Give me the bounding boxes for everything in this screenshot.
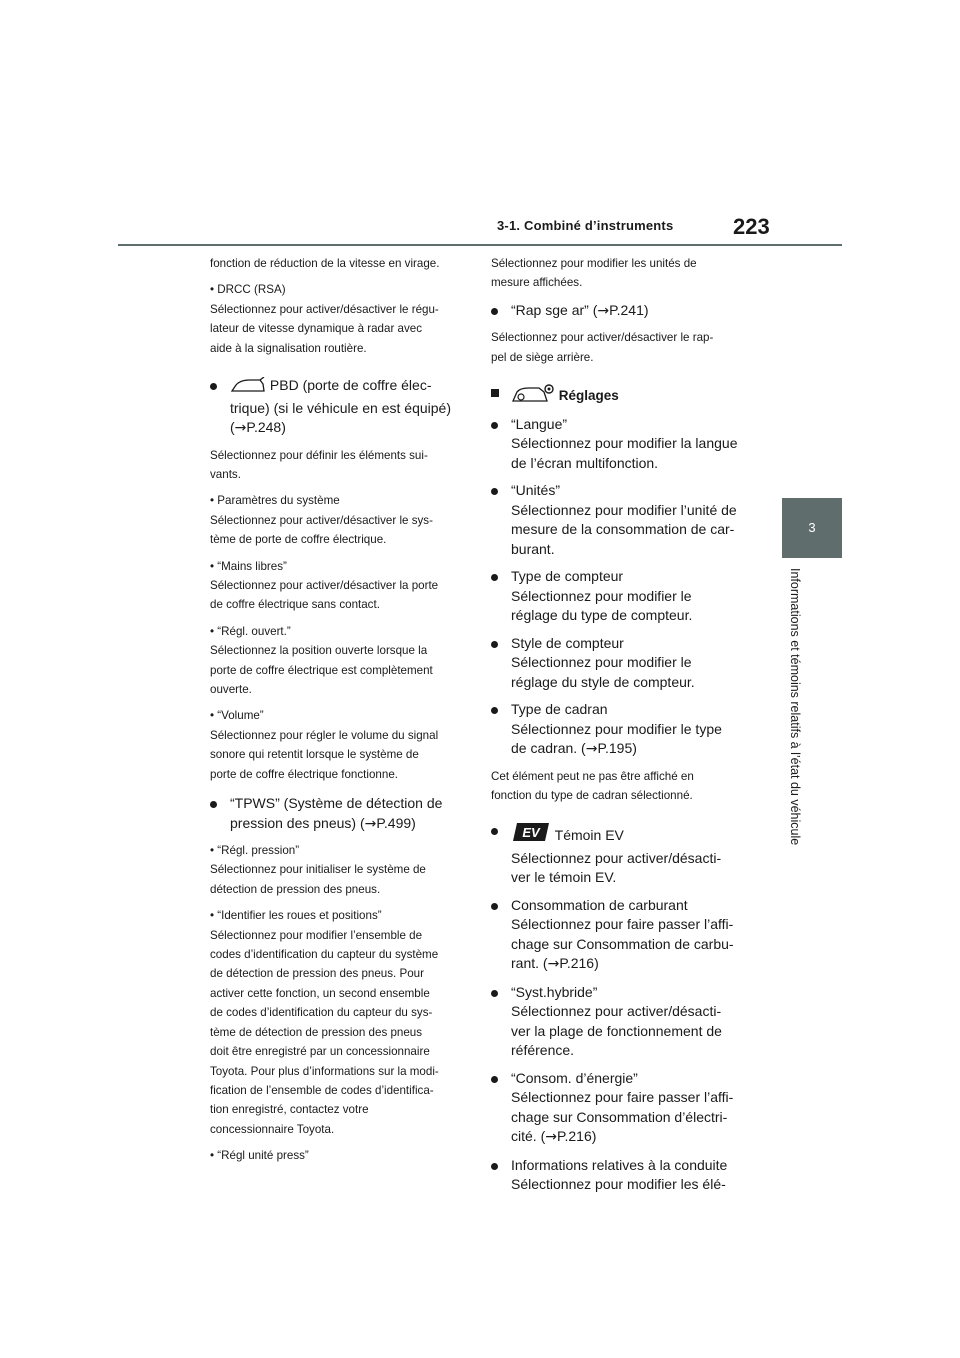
bullet-dot	[210, 801, 217, 808]
paragraph: Sélectionnez pour régler le volume du signal	[210, 728, 439, 742]
paragraph: Sélectionnez pour modifier les unités de	[491, 257, 697, 270]
paragraph: Sélectionnez pour activer/désactiver le sys-	[210, 513, 433, 527]
paragraph: Toyota. Pour plus d’informations sur la modi-	[210, 1064, 439, 1078]
bullet-dot	[491, 707, 498, 714]
paragraph: tème de détection de pression des pneus	[210, 1025, 423, 1039]
list-item: • “Régl unité press”	[210, 1149, 309, 1163]
bullet-item: Consommation de carburant Sélectionnez pour faire passer l’affi- chage sur Consommation de carbu- rant. (→P.216)	[491, 896, 747, 975]
paragraph: porte de coffre électrique est complètement	[210, 663, 433, 677]
paragraph: Sélectionnez la position ouverte lorsque la	[210, 644, 428, 658]
paragraph: vants.	[210, 467, 241, 481]
arrow-symbol: →	[547, 956, 560, 973]
list-item: • DRCC (RSA)	[210, 283, 286, 297]
paragraph: fonction de réduction de la vitesse en virage.	[210, 257, 440, 270]
ev-badge-icon	[511, 821, 551, 849]
bullet-dot	[491, 641, 498, 648]
paragraph: tème de porte de coffre électrique.	[210, 533, 387, 547]
heading-square	[491, 389, 499, 397]
paragraph: pel de siège arrière.	[491, 350, 594, 364]
bullet-item: Type de compteur Sélectionnez pour modifier le réglage du type de compteur.	[491, 567, 747, 626]
bullet-dot	[491, 1076, 498, 1083]
list-item: • Paramètres du système	[210, 494, 340, 508]
bullet-item: PBD (porte de coffre élec- trique) (si le véhicule en est équipé) (→P.248)	[210, 376, 470, 439]
paragraph: de coffre électrique sans contact.	[210, 598, 380, 612]
bullet-dot	[210, 383, 217, 390]
bullet-item: Informations relatives à la conduite Sélectionnez pour modifier les élé-	[491, 1156, 747, 1195]
paragraph: Sélectionnez pour modifier l’ensemble de	[210, 928, 423, 942]
paragraph: doit être enregistré par un concessionnaire	[210, 1045, 430, 1059]
bullet-item: “TPWS” (Système de détection de pression des pneus) (→P.499)	[210, 794, 470, 834]
list-item: • “Mains libres”	[210, 559, 287, 573]
paragraph: fonction du type de cadran sélectionné.	[491, 789, 693, 803]
bullet-dot	[491, 903, 498, 910]
paragraph: tion enregistré, contactez votre	[210, 1103, 369, 1117]
page-number: 223	[733, 214, 770, 239]
bullet-item: “Rap sge ar” (→P.241)	[491, 301, 747, 322]
paragraph: de codes d’identification du capteur du sys-	[210, 1006, 433, 1020]
paragraph: porte de coffre électrique fonctionne.	[210, 767, 398, 781]
arrow-symbol: →	[597, 302, 610, 319]
bullet-dot	[491, 828, 498, 835]
paragraph: codes d’identification du capteur du système	[210, 948, 439, 962]
bullet-dot	[491, 574, 498, 581]
section-heading: Réglages	[491, 383, 747, 409]
arrow-symbol: →	[585, 741, 598, 758]
bullet-item: “Consom. d’énergie” Sélectionnez pour faire passer l’affi- chage sur Consommation d’électri- cité. (→P.216)	[491, 1069, 747, 1148]
arrow-symbol: →	[545, 1129, 557, 1146]
bullet-item: Style de compteur Sélectionnez pour modifier le réglage du style de compteur.	[491, 634, 747, 693]
paragraph: aide à la signalisation routière.	[210, 341, 367, 355]
paragraph: Sélectionnez pour activer/désactiver la porte	[210, 578, 439, 592]
bullet-dot	[491, 488, 498, 495]
bullet-dot	[491, 422, 498, 429]
paragraph: Sélectionnez pour initialiser le système de	[210, 863, 426, 877]
paragraph: ouverte.	[210, 683, 252, 696]
right-column	[491, 254, 747, 1195]
bullet-item: “Langue” Sélectionnez pour modifier la langue de l’écran multifonction.	[491, 415, 747, 474]
paragraph: de détection de pression des pneus. Pour	[210, 967, 424, 981]
settings-gear-icon	[511, 383, 555, 409]
chapter-title: Informations et témoins relatifs à l’état du véhicule	[788, 568, 802, 846]
bullet-dot	[491, 308, 498, 315]
paragraph: Sélectionnez pour activer/désactiver le régu-	[210, 302, 439, 316]
paragraph: fication de l’ensemble de codes d’identifica-	[210, 1083, 434, 1097]
bullet-item: “Syst.hybride” Sélectionnez pour activer/désacti- ver la plage de fonctionnement de référence.	[491, 983, 747, 1061]
arrow-symbol: →	[234, 420, 247, 437]
paragraph: activer cette fonction, un second ensemble	[210, 986, 430, 1000]
paragraph: Sélectionnez pour activer/désactiver le rap-	[491, 331, 714, 345]
bullet-item: “Unités” Sélectionnez pour modifier l’unité de mesure de la consommation de car- burant.	[491, 481, 747, 559]
car-trunk-icon	[230, 377, 266, 399]
left-column	[210, 254, 470, 1166]
bullet-item: EV Témoin EV Sélectionnez pour activer/désacti- ver le témoin EV.	[491, 821, 747, 888]
list-item: • “Régl. pression”	[210, 844, 300, 858]
paragraph: sonore qui retentit lorsque le système de	[210, 748, 419, 762]
list-item: • “Volume”	[210, 709, 264, 723]
chapter-tab: 3	[782, 498, 842, 558]
paragraph: Sélectionnez pour définir les éléments sui-	[210, 448, 428, 462]
svg-text:EV: EV	[522, 825, 540, 841]
list-item: • “Identifier les roues et positions”	[210, 909, 382, 923]
paragraph: lateur de vitesse dynamique à radar avec	[210, 322, 423, 336]
arrow-symbol: →	[364, 815, 377, 832]
bullet-item: Type de cadran Sélectionnez pour modifier le type de cadran. (→P.195)	[491, 700, 747, 760]
bullet-dot	[491, 1163, 498, 1170]
paragraph: Cet élément peut ne pas être affiché en	[491, 769, 694, 783]
paragraph: concessionnaire Toyota.	[210, 1122, 335, 1136]
bullet-dot	[491, 990, 498, 997]
section-title: 3-1. Combiné d’instruments	[497, 218, 674, 233]
header-divider	[118, 244, 842, 246]
paragraph: mesure affichées.	[491, 276, 583, 290]
paragraph: détection de pression des pneus.	[210, 882, 381, 896]
list-item: • “Régl. ouvert.”	[210, 624, 291, 638]
